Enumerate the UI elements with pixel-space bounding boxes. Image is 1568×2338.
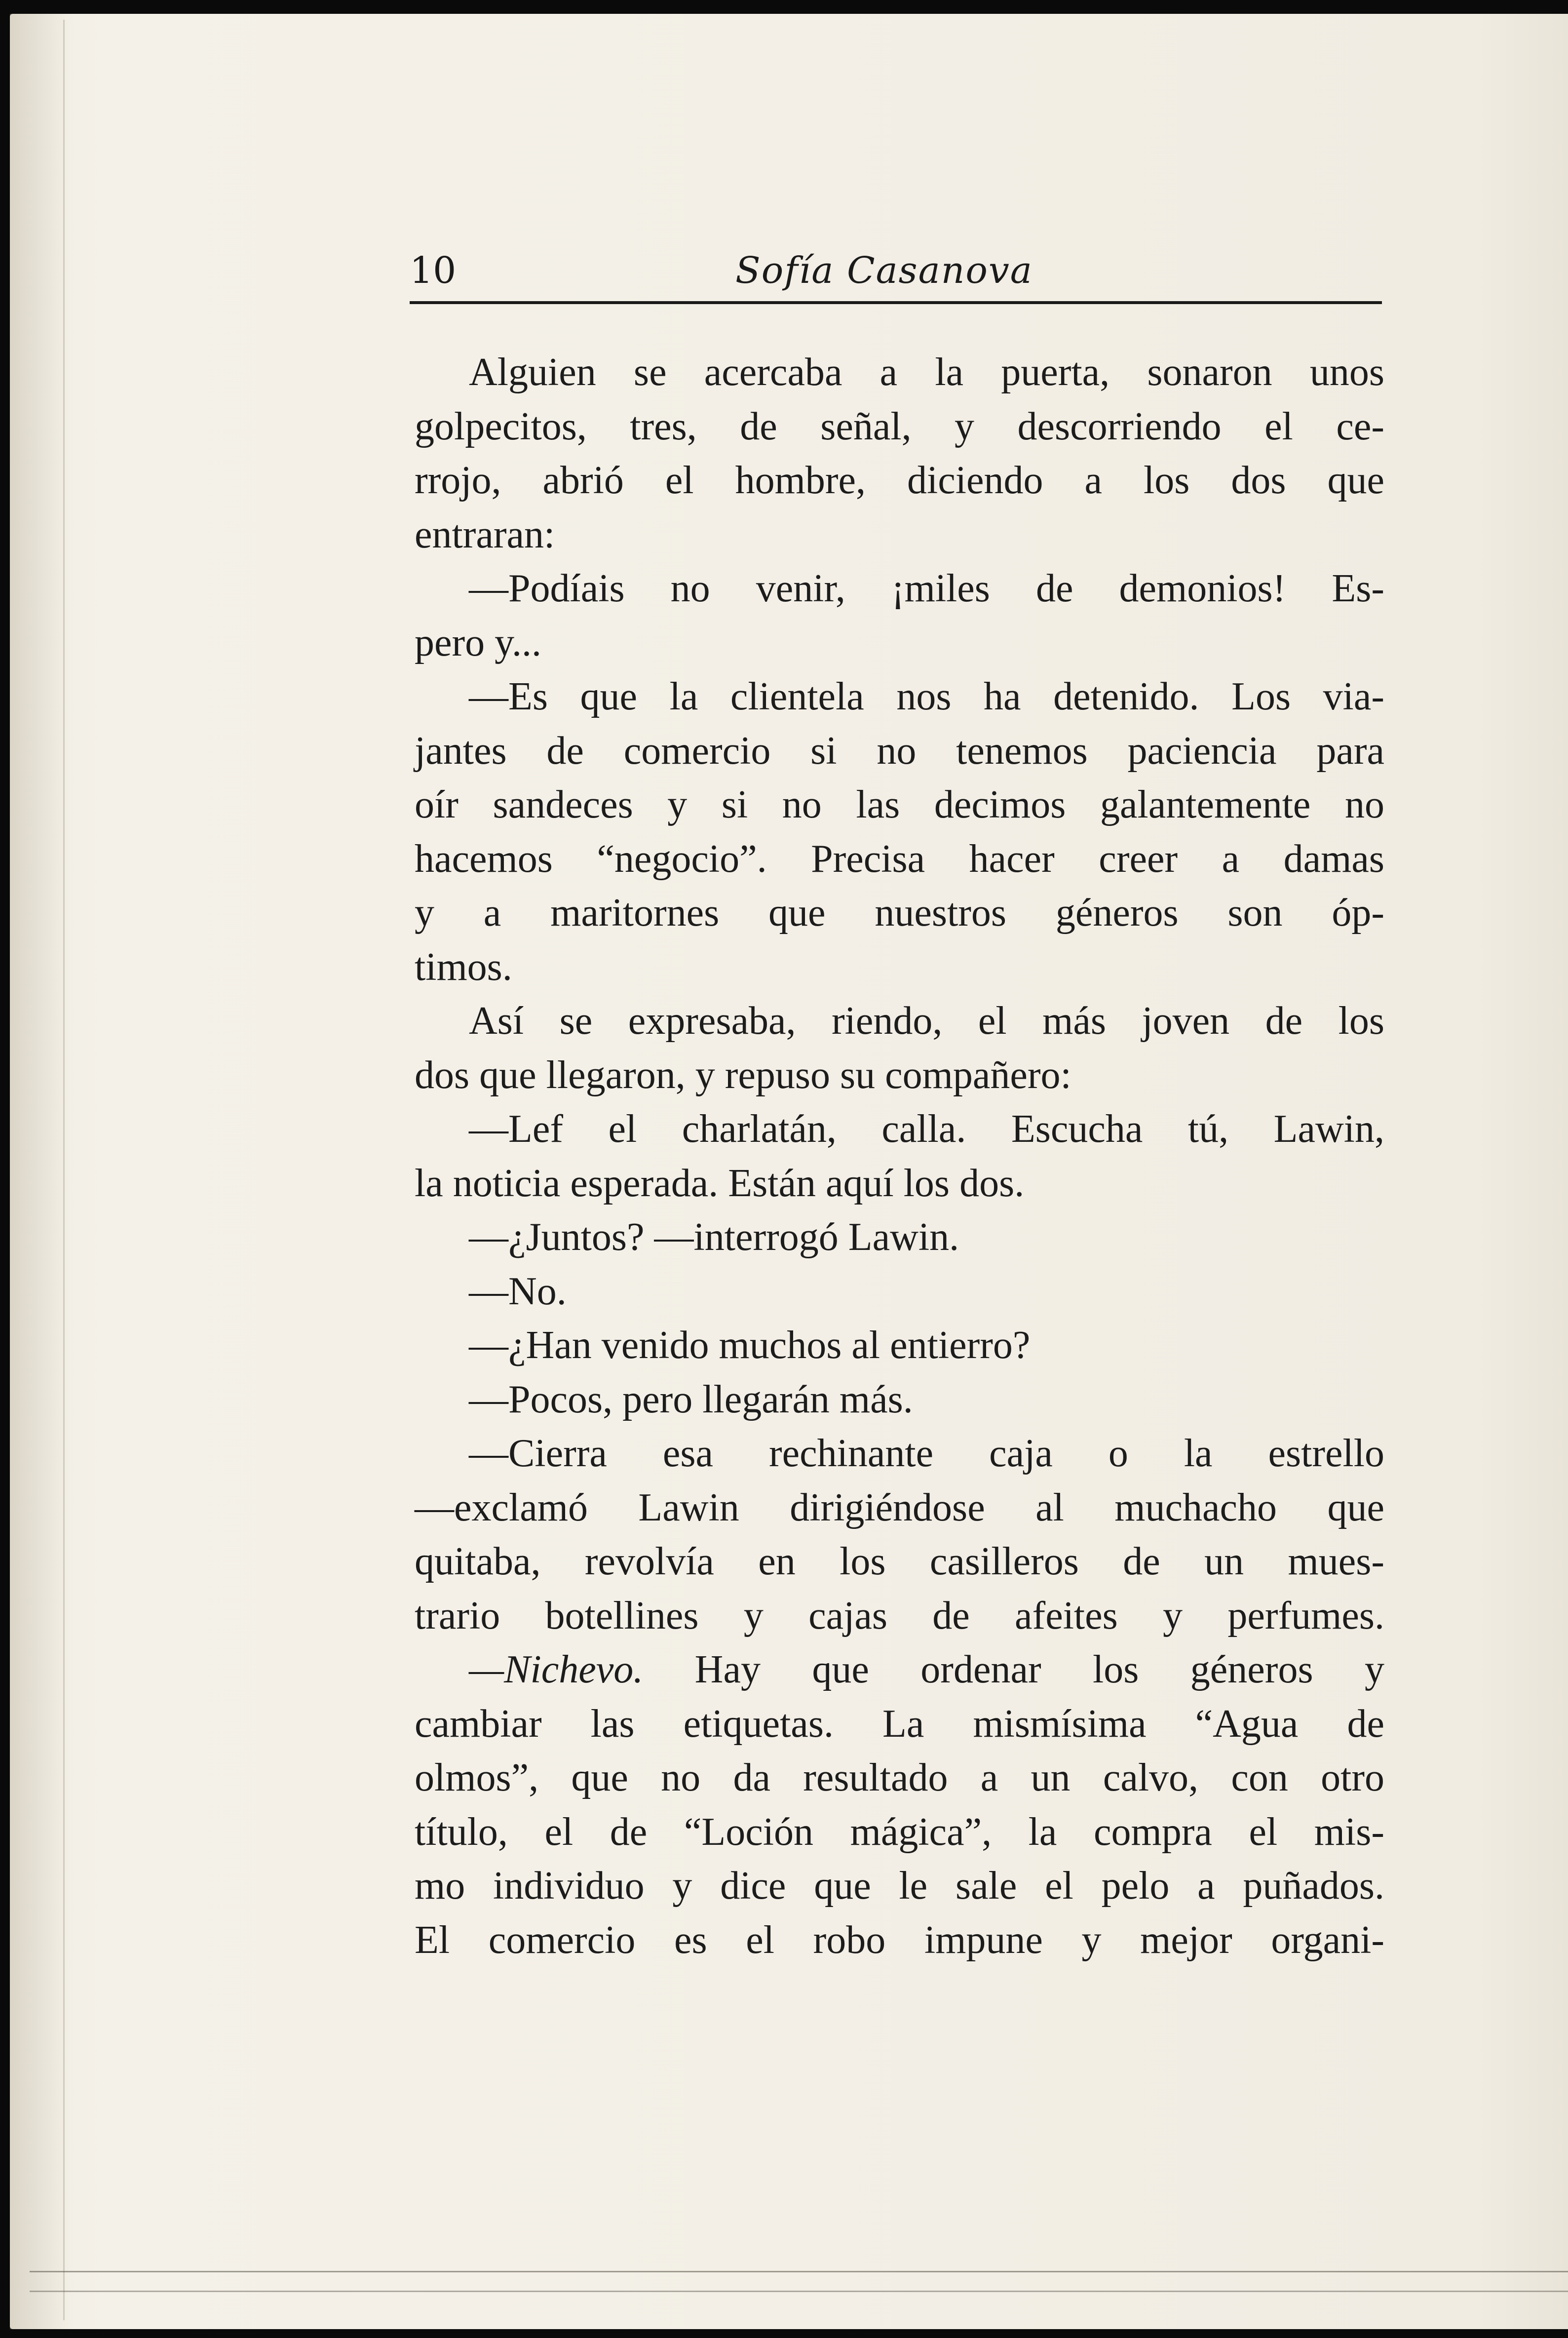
text-line: timos. (415, 945, 512, 989)
italic-word: —Nichevo. (469, 1648, 644, 1691)
line-text: Hay que ordenar los géneros y (643, 1648, 1384, 1691)
text-line: oír sandeces y si no las decimos galantemente no (415, 783, 1384, 826)
text-line: mo individuo y dice que le sale el pelo a puñados. (415, 1864, 1384, 1908)
text-line: —Lef el charlatán, calla. Escucha tú, Lawin, (469, 1107, 1384, 1151)
text-line: —Cierra esa rechinante caja o la estrello (469, 1432, 1384, 1475)
text-line: golpecitos, tres, de señal, y descorriendo el ce- (415, 404, 1384, 448)
running-head-author: Sofía Casanova (735, 249, 1033, 292)
text-line: y a maritornes que nuestros géneros son óp- (415, 891, 1384, 935)
page-bottom-edge-lower (30, 2291, 1568, 2292)
text-line: pero y... (415, 621, 541, 664)
text-line: jantes de comercio si no tenemos paciencia para (415, 729, 1384, 773)
text-line: quitaba, revolvía en los casilleros de un mues- (415, 1540, 1384, 1583)
text-line: la noticia esperada. Están aquí los dos. (415, 1161, 1025, 1205)
text-line: —¿Han venido muchos al entierro? (469, 1324, 1031, 1367)
text-line: —No. (469, 1269, 567, 1313)
text-line (415, 1643, 1384, 1697)
text-line: —Pocos, pero llegarán más. (469, 1377, 913, 1421)
text-line: —Podíais no venir, ¡miles de demonios! Es- (469, 567, 1384, 610)
page-bottom-edge (30, 2271, 1568, 2272)
text-line: Alguien se acercaba a la puerta, sonaron unos (469, 351, 1384, 394)
text-line: dos que llegaron, y repuso su compañero: (415, 1053, 1071, 1097)
text-line: entraran: (415, 512, 555, 556)
text-line: hacemos “negocio”. Precisa hacer creer a damas (415, 837, 1384, 881)
text-line: —Es que la clientela nos ha detenido. Los via- (469, 675, 1384, 718)
body-text (415, 346, 1384, 1967)
text-line: olmos”, que no da resultado a un calvo, con otro (415, 1756, 1384, 1799)
text-line: —¿Juntos? —interrogó Lawin. (469, 1215, 959, 1259)
text-line: rrojo, abrió el hombre, diciendo a los dos que (415, 459, 1384, 502)
text-line: —exclamó Lawin dirigiéndose al muchacho que (415, 1485, 1384, 1529)
page-crease (63, 20, 65, 2320)
header-rule (410, 301, 1382, 304)
text-line: El comercio es el robo impune y mejor organi- (415, 1918, 1384, 1962)
text-line: cambiar las etiquetas. La mismísima “Agua de (415, 1702, 1384, 1746)
text-line: Así se expresaba, riendo, el más joven de los (469, 999, 1384, 1043)
page-number: 10 (410, 249, 457, 292)
text-line: título, el de “Loción mágica”, la compra el mis- (415, 1810, 1384, 1854)
text-line: trario botellines y cajas de afeites y perfumes. (415, 1594, 1384, 1637)
running-head (410, 249, 1382, 304)
spine-shadow (10, 14, 69, 2329)
